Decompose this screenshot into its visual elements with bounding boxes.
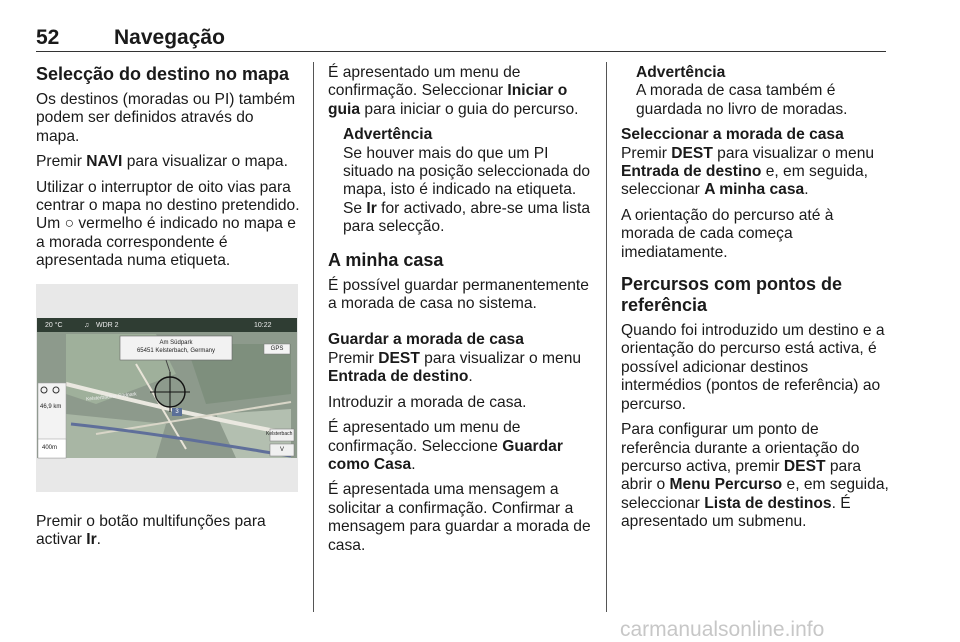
column-3 xyxy=(621,64,889,539)
paragraph: A orientação do percurso até à morada de cada começa imediatamente. xyxy=(621,206,834,261)
note-title: Advertência xyxy=(343,126,433,144)
header-rule xyxy=(36,51,886,52)
map-scale: 400m xyxy=(42,444,58,451)
paragraph: É possível guardar permanentemente a morada de casa no sistema. xyxy=(328,276,589,313)
page-header xyxy=(36,26,886,52)
map-distance: 46,9 km xyxy=(40,403,62,410)
column-divider xyxy=(606,62,607,612)
note-text: Se houver mais do que um PI situado na posição seleccionada do mapa, isto é indicado na etiqueta. Se Ir for activado, abre-se uma lista para selecção. xyxy=(343,144,591,236)
column-1 xyxy=(36,64,300,556)
paragraph: Premir NAVI para visualizar o mapa. xyxy=(36,153,288,171)
map-gps-badge: GPS xyxy=(270,345,284,352)
map-station: WDR 2 xyxy=(96,321,119,329)
navigation-map-screenshot xyxy=(36,284,298,492)
radio-icon: ♫ xyxy=(84,321,90,329)
paragraph: É apresentado um menu de confirmação. Seleccione Guardar como Casa. xyxy=(328,419,563,473)
map-time: 10:22 xyxy=(254,321,272,329)
watermark: carmanualsonline.info xyxy=(620,618,825,641)
section-title-home: A minha casa xyxy=(328,249,444,270)
key-ir: Ir xyxy=(86,531,97,549)
map-zoom-button: V xyxy=(279,446,284,453)
paragraph: Quando foi introduzido um destino e a orientação do percurso está activa, é possível adicionar destinos intermédios (pontos de referência) ao percurso. xyxy=(621,322,885,413)
map-road-badge: 3 xyxy=(175,408,179,415)
page-number: 52 xyxy=(36,26,60,49)
column-2 xyxy=(328,64,596,562)
crosshair-circle-icon: ○ xyxy=(64,215,75,233)
note-box xyxy=(328,126,596,236)
section-title-map-destination: Selecção do destino no mapa xyxy=(36,64,290,84)
chapter-title: Navegação xyxy=(114,26,225,49)
paragraph: Para configurar um ponto de referência durante a orientação do percurso activa, premir DEST para abrir o Menu Percurso e, em seguida, seleccionar Lista de destinos. É apresentado um submenu. xyxy=(621,421,889,531)
paragraph: Os destinos (moradas ou PI) também podem ser definidos através do mapa. xyxy=(36,91,296,145)
section-title-waypoints: Percursos com pontos de referência xyxy=(621,274,843,316)
subsection-title-select-home: Seleccionar a morada de casa xyxy=(621,126,844,144)
key-navi: NAVI xyxy=(86,153,123,171)
note-title: Advertência xyxy=(636,64,726,81)
map-road-name: Kelsterbacher Südpark xyxy=(85,391,137,403)
paragraph: Premir o botão multifunções para activar Ir. xyxy=(36,512,266,549)
paragraph: Premir DEST para visualizar o menu Entrada de destino. xyxy=(328,349,582,386)
subsection-title-save-home: Guardar a morada de casa xyxy=(328,331,524,349)
map-city-name: Kelsterbach xyxy=(266,430,293,437)
note-box xyxy=(621,64,889,119)
note-text: A morada de casa também é guardada no livro de moradas. xyxy=(636,82,848,118)
map-address-line1: Am Südpark xyxy=(159,339,193,346)
paragraph: Utilizar o interruptor de oito vias para centrar o mapa no destino pretendido. Um ○ vermelho é indicado no mapa e a morada correspondente é apresentada numa etiqueta. xyxy=(36,178,300,270)
paragraph: É apresentado um menu de confirmação. Seleccionar Iniciar o guia para iniciar o guia do percurso. xyxy=(328,64,579,118)
column-divider xyxy=(313,62,314,612)
map-address-line2: 65451 Kelsterbach, Germany xyxy=(136,347,216,354)
paragraph: É apresentada uma mensagem a solicitar a confirmação. Confirmar a mensagem para guardar a morada de casa. xyxy=(328,481,591,554)
map-temperature: 20 °C xyxy=(45,321,63,329)
paragraph: Introduzir a morada de casa. xyxy=(328,393,527,411)
paragraph: Premir DEST para visualizar o menu Entrada de destino e, em seguida, seleccionar A minha casa. xyxy=(621,144,875,199)
